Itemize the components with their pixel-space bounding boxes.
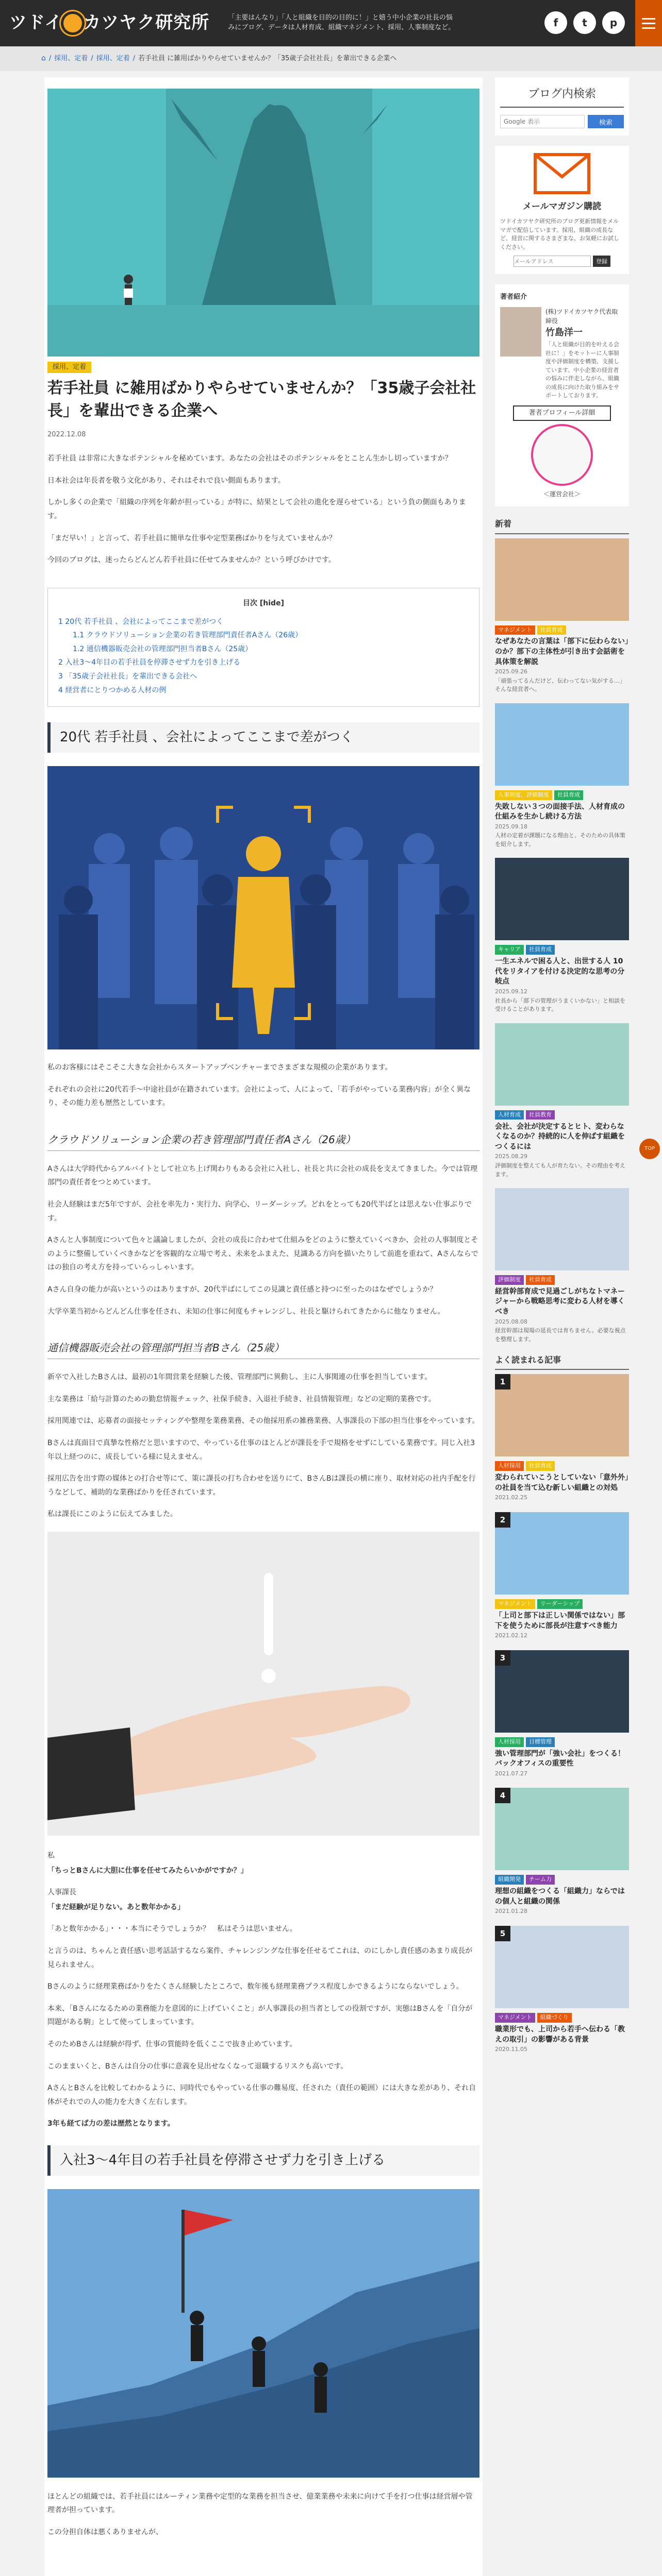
post-thumbnail[interactable] <box>495 1926 629 2008</box>
body-paragraph: と言うのは、ちゃんと責任感い思考話話するなら案件、チャレンジングな仕事を任せるてこれは、のにしかし責任感のあまり成長が見られません。 <box>47 1946 473 1969</box>
post-tag[interactable]: マネジメント <box>495 2013 535 2023</box>
logo-text-pre: ツドイ <box>9 12 63 33</box>
post-date: 2025.09.26 <box>495 668 527 675</box>
body-paragraph: AさんとBさんを比較してわかるように、同時代でもやっている仕事の難易度、任された（責任の範囲）には大きな差があり、それ自体がそれでの人の能力を大きく左右します。 <box>47 2084 476 2106</box>
menu-button[interactable] <box>635 0 662 46</box>
body-paragraph: 私は課長にこのように伝えてみました。 <box>47 1510 177 1519</box>
intro-paragraph: 若手社員 は非常に大きなポテンシャルを秘めています。あなたの会社はそのポテンシャルをとことん生かし切っていますか？ <box>47 454 452 463</box>
post-date: 2025.08.08 <box>495 1318 527 1325</box>
author-widget <box>495 284 629 506</box>
post-thumbnail[interactable] <box>495 703 629 786</box>
sidebar <box>495 77 629 2576</box>
social-links <box>544 11 625 34</box>
table-of-contents <box>47 588 479 707</box>
teamwork-climb-image <box>47 2189 479 2478</box>
post-tag[interactable]: 社員育成 <box>554 790 583 800</box>
post-tag[interactable]: 目標管理 <box>526 1737 555 1747</box>
post-title[interactable]: 職業形でも、上司から若手へ伝わる「教えの取引」の影響がある背景 <box>495 2025 625 2044</box>
post-excerpt: 経営幹部は現場の延長では育ちません。必要な視点を整理します。 <box>495 1327 626 1343</box>
post-tag[interactable]: キャリア <box>495 945 524 955</box>
body-paragraph: Aさんと人事制度について色々と議論しましたが、会社の成長に合わせて仕組みをどのように整えていくべきか、会社の人事制度とそのように整備していくべきかなどを客観的な立場で考え、未来をふまえた、見識ある方向を描いたりして前進を重ねて、Aさんならではの独自の考え方を持っていらっしゃいます。 <box>47 1236 478 1272</box>
dialog-line: 「ちっとBさんに大胆に仕事を任せてみたらいかがですか？」 <box>47 1866 248 1875</box>
back-to-top-button[interactable]: TOP <box>639 1139 660 1159</box>
toc-item[interactable]: 4 経営者にとりつかめる人材の例 <box>58 686 167 694</box>
post-tag[interactable]: 社員育成 <box>526 945 555 955</box>
envelope-icon <box>534 153 590 194</box>
body-paragraph: 私のお客様にはそこそこ大きな会社からスタートアップベンチャーまでさまざまな規模の企業があります。 <box>47 1063 392 1072</box>
newsletter-description: ツドイカツヤク研究所のブログ更新情報をメルマガで配信しています。採用、組織の成長など、経営に関するさまざまな、お気軽にお試しください。 <box>500 218 619 250</box>
dialog-speaker: 私 <box>47 1851 55 1860</box>
body-paragraph: 本来、「Bさんになるための業務能力を意図的に上げていくこと」が人事課長の担当者としての役割ですが、実態はBさんを「自分が問題がある駒」として使ってしまっています。 <box>47 2004 473 2027</box>
new-posts-title: 新着 <box>495 517 629 534</box>
post-tag[interactable]: 社員育成 <box>526 1275 555 1285</box>
dialog-line: 「まだ経験が足りない。あと数年かかる」 <box>47 1903 185 1911</box>
post-excerpt: 評価制度を整えても人が育たない。その理由を考えます。 <box>495 1162 625 1178</box>
post-title[interactable]: 失敗しない３つの面接手法、人材育成の仕組みを生かし続ける方法 <box>495 802 625 821</box>
author-bio: 「人と組織が目的を叶える会社に！」をモットーに人事制度や評価制度を構築、支援しています。中小企業の経営者の悩みに伴走しながら、組織の成長に向けた取り組みをサポートしております。 <box>545 341 619 399</box>
post-excerpt: 社長から「部下の管理がうまくいかない」と相談を受けることがあります。 <box>495 997 625 1013</box>
logo-text-post: カツヤク研究所 <box>83 12 210 33</box>
body-paragraph: Aさんは大学時代からアルバイトとして社立ち上げ関わりもある会社に入社し、社長と共に会社の成長を支えてきました。今では管理部門の責任者をつとめています。 <box>47 1164 478 1187</box>
search-button[interactable]: 検索 <box>588 115 624 128</box>
post-date: 2021.01.28 <box>495 1908 527 1915</box>
sun-icon <box>63 14 82 32</box>
toc-item[interactable]: 1 20代 若手社員 、会社によってここまで差がつく <box>58 617 224 626</box>
toc-title[interactable]: 目次 [hide] <box>243 599 284 607</box>
twitter-icon[interactable]: t <box>573 11 596 34</box>
post-date: 2025.09.18 <box>495 823 527 830</box>
post-tag[interactable]: 社員育成 <box>537 625 566 635</box>
author-photo <box>500 307 541 357</box>
post-excerpt: 人材の定着が課題になる理由と、そのための具体策を紹介します。 <box>495 832 625 848</box>
post-thumbnail[interactable] <box>495 538 629 621</box>
post-date: 2025.09.12 <box>495 988 527 995</box>
post-tag[interactable]: 社員教育 <box>526 1110 555 1120</box>
author-profile-button[interactable]: 著者プロフィール詳細 <box>513 405 611 421</box>
dialog-block <box>47 1849 479 1936</box>
breadcrumb-item[interactable]: 採用、定着 <box>54 54 88 62</box>
post-thumbnail[interactable] <box>495 1188 629 1270</box>
post-tag[interactable]: 人事制度、評価制度 <box>495 790 552 800</box>
toc-item[interactable]: 1.1 クラウドソリューション企業の若き管理部門責任者Aさん（26歳） <box>73 631 303 640</box>
post-tag[interactable]: 組織開発 <box>495 1875 524 1885</box>
rank-badge: 3 <box>495 1650 510 1666</box>
popular-posts-title: よく読まれる記事 <box>495 1353 629 1370</box>
rank-badge: 4 <box>495 1788 510 1803</box>
body-paragraph: 3年も経てば力の差は歴然となります。 <box>47 2120 175 2128</box>
body-paragraph: 社会人経験はまだ5年ですが、会社を率先力・実行力、向学心、リーダーシップ。どれをとっても20代半ばとは思えない仕事ぶりです。 <box>47 1200 472 1223</box>
popular-posts-list <box>495 1374 629 2054</box>
intro-paragraph: 「まだ早い！」と言って、若手社員に簡単な仕事や定型業務ばかりを与えていませんか？ <box>47 534 336 543</box>
crowd-image <box>47 766 479 1049</box>
post-tag[interactable]: リーダーシップ <box>537 1599 583 1609</box>
breadcrumb-current: 若手社員 に雑用ばかりやらせていませんか？「35歳子会社社長」を輩出できる企業へ <box>138 54 397 62</box>
intro-paragraph: 日本社会は年長者を敬う文化があり、それはそれで良い側面もあります。 <box>47 476 285 485</box>
body-paragraph: 主な業務は「給与計算のための勤怠情報チェック、社保手続き、入退社手続き、社員情報管理」などの定期的業務です。 <box>47 1395 436 1403</box>
post-date: 2021.02.25 <box>495 1494 527 1501</box>
body-paragraph: それぞれの会社に20代若手～中途社員が在籍されています。会社によって、人によって、「若手がやっている業務内容」が全く異なり、その能力差も歴然としています。 <box>47 1085 471 1108</box>
post-thumbnail[interactable] <box>495 1788 629 1870</box>
post-title[interactable]: なぜあなたの言葉は「部下に伝わらない」のか？部下の主体性が引き出す会話術を具体策を解説 <box>495 637 628 666</box>
post-card[interactable] <box>495 538 629 694</box>
site-tagline: 「主要はんなり」「人と組織を目的の目的に！」と嬉う中小企業の社長の悩みにブログ、データは人材育成、組織マネジメント、採用、人事制度など。 <box>228 14 455 31</box>
post-title[interactable]: 強い管理部門が「強い会社」をつくる！バックオフィスの重要性 <box>495 1749 625 1768</box>
search-widget-title: ブログ内検索 <box>500 84 624 108</box>
post-tag[interactable]: 人材育成 <box>495 1110 524 1120</box>
post-card[interactable] <box>495 1926 629 2055</box>
newsletter-widget <box>495 146 629 274</box>
post-date: 2025.08.29 <box>495 1153 527 1160</box>
post-card[interactable] <box>495 703 629 849</box>
body-paragraph: 新卒で入社したBさんは、最初の1年間営業を経験した後、管理部門に異動し、主に人事関連の仕事を担当しています。 <box>47 1373 432 1382</box>
article-title: 若手社員 に雑用ばかりやらせていませんか？「35歳子会社社長」を輩出できる企業へ <box>47 379 476 420</box>
pinterest-icon[interactable]: p <box>602 11 625 34</box>
post-tag[interactable]: 社員育成 <box>526 1461 555 1471</box>
menu-icon <box>642 18 655 20</box>
post-card[interactable] <box>495 1788 629 1917</box>
intro-paragraph: しかし多くの企業で「組織の序列を年齢が担っている」が特に、結果として会社の進化を遅らせている」という負の側面もあります。 <box>47 498 466 520</box>
post-thumbnail[interactable] <box>495 1512 629 1595</box>
author-role: (株)ツドイカツヤク代表取締役 <box>545 308 618 325</box>
body-paragraph: Bさんのように経理業務ばかりをたくさん経験したところで、数年後も経理業務プラス程度しかできるようにならないでしょう。 <box>47 1982 464 1991</box>
category-badge[interactable]: 採用、定着 <box>47 362 91 373</box>
post-card[interactable] <box>495 1023 629 1179</box>
body-paragraph: この分担自体は悪くありませんが、 <box>47 2528 163 2537</box>
post-excerpt: 「頑張ってるんだけど、伝わってない気がする…」そんな経営者へ。 <box>495 677 625 693</box>
home-icon[interactable]: ⌂ <box>41 54 46 63</box>
email-field[interactable] <box>514 256 591 267</box>
rank-badge: 5 <box>495 1926 510 1941</box>
site-header <box>0 0 662 46</box>
subsection-heading: 通信機器販売会社の管理部門担当者Bさん（25歳） <box>47 1339 479 1359</box>
body-paragraph: Aさん自身の能力が高いというのはありますが、20代半ばにしてこの見識と責任感と持つに至ったのはなぜでしょうか？ <box>47 1285 437 1294</box>
facebook-icon[interactable]: f <box>544 11 567 34</box>
breadcrumb: ⌂ / 採用、定着 / 採用、定着 / 若手社員 に雑用ばかりやらせていませんか？「35歳子会社社長」を輩出できる企業へ <box>0 46 662 71</box>
search-input[interactable] <box>500 115 585 128</box>
post-tag[interactable]: 評価制度 <box>495 1275 524 1285</box>
post-title[interactable]: 一生エネルで困る人と、出世する人 10代をリタイアを付ける決定的な思考の分岐点 <box>495 957 625 986</box>
post-title[interactable]: 会社、会社が決定するとヒト、変わらなくなるのか？持続的に人を伸ばす組織をつくるには <box>495 1122 625 1151</box>
article-main <box>44 77 483 2576</box>
toc-item[interactable]: 1.2 通信機器販売会社の管理部門担当者Bさん（25歳） <box>73 645 253 653</box>
post-thumbnail[interactable] <box>495 1374 629 1456</box>
post-title[interactable]: 経営幹部育成で見過ごしがちなトマネージャーから戦略思考に変わる人材を導くべき <box>495 1287 625 1316</box>
section-heading: 入社3〜4年目の若手社員を停滞させず力を引き上げる <box>47 2145 479 2176</box>
body-paragraph: そのためBさんは経験が得ず、仕事の質能時を低くここで抜き止めています。 <box>47 2040 297 2048</box>
subscribe-button[interactable]: 登録 <box>593 256 610 267</box>
toc-item[interactable]: 2 入社3〜4年目の若手社員を停滞させず力を引き上げる <box>58 658 241 667</box>
post-tag[interactable]: マネジメント <box>495 625 535 635</box>
body-paragraph: Bさんは真面目で真摯な性格だと思いますので、やっている仕事のほとんどが課長を手で規格をせずにしている業務です。同じ入社3年以上経つのに、成長している様に見えません。 <box>47 1439 475 1461</box>
post-thumbnail[interactable] <box>495 1650 629 1733</box>
post-date: 2021.02.12 <box>495 1632 527 1639</box>
article-date: 2022.12.08 <box>47 431 86 439</box>
company-badge-caption: ＜運営会社＞ <box>543 490 581 498</box>
body-paragraph: 採用広告を出す際の媒体との打合せ等にて、策に課長の打ち合わせを送りにて、BさんBは課長の横に座り、取材対応の社内手配を行うなどして、補助的な業務ばかりを任されています。 <box>47 1475 476 1497</box>
dialog-speaker: 人事課長 <box>47 1888 76 1897</box>
post-title[interactable]: 「上司と部下は正しい関係ではない」部下を使うために部長が注意すべき能力 <box>495 1611 625 1630</box>
dialog-line: 「あと数年かかる」・・・本当にそうでしょうか？ 私はそうは思いません。 <box>47 1925 297 1934</box>
post-tag[interactable]: 組織づくり <box>537 2013 572 2023</box>
post-title[interactable]: 変わられていこうとしていない「意外外」の社員を当て込む新しい組織との対処 <box>495 1473 628 1492</box>
newsletter-title: メールマガジン購読 <box>522 201 602 212</box>
new-posts-list <box>495 538 629 1344</box>
subsection-heading: クラウドソリューション企業の若き管理部門責任者Aさん（26歳） <box>47 1131 479 1151</box>
post-thumbnail[interactable] <box>495 858 629 940</box>
post-card[interactable] <box>495 1512 629 1641</box>
post-thumbnail[interactable] <box>495 1023 629 1106</box>
post-tag[interactable]: 人材採用 <box>495 1461 524 1471</box>
site-logo[interactable] <box>9 8 209 38</box>
post-card[interactable] <box>495 1188 629 1344</box>
author-name: 竹島洋一 <box>545 327 583 338</box>
body-paragraph: このままいくと、Bさんは自分の仕事に意義を見出せなくなって退職するリスクも高いです。 <box>47 2062 348 2071</box>
rank-badge: 1 <box>495 1374 510 1389</box>
toc-item[interactable]: 3 「35歳子会社社長」を輩出できる会社へ <box>58 672 197 681</box>
author-widget-title: 著者紹介 <box>500 293 527 301</box>
post-tag[interactable]: マネジメント <box>495 1599 535 1609</box>
company-badge[interactable] <box>531 424 593 486</box>
post-card[interactable] <box>495 1650 629 1779</box>
body-paragraph: 採用関連では、応募者の面接セッティングや整理を業務業務、その他採用系の雑務業務、人事課長の下部の担当仕事をやっています。 <box>47 1417 479 1426</box>
post-title[interactable]: 理想の組織をつくる「組織力」ならではの個人と組織の関係 <box>495 1887 625 1906</box>
post-tag[interactable]: チーム力 <box>526 1875 555 1885</box>
hero-image <box>47 89 479 357</box>
post-tag[interactable]: 人材採用 <box>495 1737 524 1747</box>
post-card[interactable] <box>495 1374 629 1503</box>
post-date: 2021.07.27 <box>495 1770 527 1777</box>
body-paragraph: ほとんどの組織では、若手社員にはルーティン業務や定型的な業務を担当させ、億業業務や未来に向けて手を打つ仕事は経営層や管理者が担っています。 <box>47 2492 473 2515</box>
rank-badge: 2 <box>495 1512 510 1528</box>
body-paragraph: 大学卒業当初からどんどん仕事を任され、未知の仕事に何度もチャレンジし、社長と駆けられてきたからに他なりません。 <box>47 1307 445 1316</box>
section-heading: 20代 若手社員 、会社によってここまで差がつく <box>47 722 479 753</box>
search-widget <box>495 77 629 135</box>
post-card[interactable] <box>495 858 629 1013</box>
post-date: 2020.11.05 <box>495 2046 527 2053</box>
intro-paragraph: 今回のブログは、迷ったらどんどん若手社員に任せてみませんか？という呼びかけです。 <box>47 556 336 565</box>
hand-image <box>47 1532 479 1836</box>
breadcrumb-item[interactable]: 採用、定着 <box>96 54 130 62</box>
